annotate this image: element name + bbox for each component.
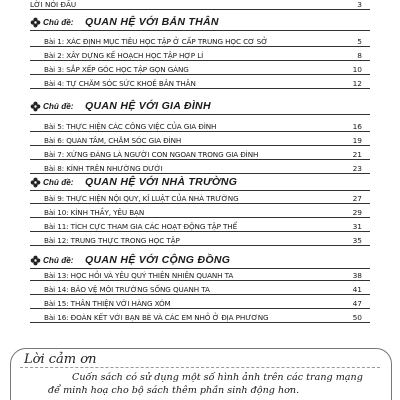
lesson-label: Bài 13: HỌC HỎI VÀ YÊU QUÝ THIÊN NHIÊN QUANH TA (44, 271, 234, 280)
lesson-label: Bài 11: TÍCH CỰC THAM GIA CÁC HOẠT ĐỘNG TẬP THỂ (44, 222, 238, 231)
section-header-ban-than (0, 14, 400, 32)
lesson-page: 47 (352, 299, 362, 308)
lesson-label: Bài 14: BẢO VỆ MÔI TRƯỜNG SỐNG QUANH TA (44, 285, 210, 294)
section-prefix: Chủ đề: (43, 256, 74, 265)
lesson-label: Bài 1: XÁC ĐỊNH MỤC TIÊU HỌC TẬP Ở CẤP TRUNG HỌC CƠ SỞ (44, 37, 268, 46)
section-header-cong-dong (0, 252, 400, 270)
toc-row[interactable] (0, 220, 400, 233)
toc-row[interactable] (0, 35, 400, 48)
toc-row-rule (30, 245, 370, 246)
lesson-page: 27 (352, 194, 362, 203)
toc-row[interactable] (0, 63, 400, 76)
toc-intro-label: LỜI NÓI ĐẦU (30, 0, 77, 9)
lesson-label: Bài 5: THỰC HIỆN CÁC CÔNG VIỆC CỦA GIA ĐÌNH (44, 122, 217, 131)
toc-row-rule (30, 231, 370, 232)
lesson-page: 41 (352, 285, 362, 294)
acknowledgement-title: Lời cảm ơn (24, 352, 97, 367)
acknowledgement-divider (20, 367, 380, 368)
toc-row[interactable] (0, 283, 400, 296)
toc-row[interactable] (0, 297, 400, 310)
toc-row-rule (30, 88, 370, 89)
toc-row[interactable] (0, 134, 400, 147)
lesson-page: 10 (352, 65, 362, 74)
flower-bullet-icon (30, 101, 41, 112)
section-title: QUAN HỆ VỚI NHÀ TRƯỜNG (85, 176, 238, 188)
toc-row-rule (30, 159, 370, 160)
toc-row-rule (30, 294, 370, 295)
toc-intro-row[interactable] (0, 0, 400, 11)
acknowledgement-text-line-1: Cuốn sách có sử dụng một số hình ảnh trên các trang mạng (72, 372, 363, 383)
toc-row[interactable] (0, 206, 400, 219)
lesson-page: 23 (352, 164, 362, 173)
section-title: QUAN HỆ VỚI BẢN THÂN (85, 16, 219, 28)
toc-row-rule (30, 203, 370, 204)
lesson-page: 21 (352, 150, 362, 159)
toc-row[interactable] (0, 311, 400, 324)
toc-row[interactable] (0, 269, 400, 282)
lesson-label: Bài 12: TRUNG THỰC TRONG HỌC TẬP (44, 236, 180, 245)
toc-row-rule (30, 217, 370, 218)
toc-row-rule (30, 131, 370, 132)
toc-row[interactable] (0, 77, 400, 90)
lesson-label: Bài 15: THÂN THIỆN VỚI HÀNG XÓM (44, 299, 171, 308)
section-prefix: Chủ đề: (43, 18, 74, 27)
acknowledgement-text-line-2: để minh hoạ cho bộ sách thêm phần sinh động hơn. (48, 385, 300, 396)
section-title: QUAN HỆ VỚI CỘNG ĐỒNG (85, 254, 231, 266)
toc-row-rule (30, 145, 370, 146)
toc-row[interactable] (0, 148, 400, 161)
toc-row-rule (30, 9, 370, 10)
lesson-page: 19 (352, 136, 362, 145)
lesson-label: Bài 9: THỰC HIỆN NỘI QUY, KỈ LUẬT CỦA NHÀ TRƯỜNG (44, 194, 239, 203)
lesson-page: 31 (352, 222, 362, 231)
lesson-page: 16 (352, 122, 362, 131)
toc-row[interactable] (0, 234, 400, 247)
section-header-gia-dinh (0, 98, 400, 116)
lesson-label: Bài 2: XÂY DỰNG KẾ HOẠCH HỌC TẬP HỢP LÍ (44, 51, 204, 60)
section-rule (30, 190, 370, 191)
toc-row[interactable] (0, 120, 400, 133)
toc-row-rule (30, 46, 370, 47)
lesson-page: 5 (357, 37, 362, 46)
lesson-page: 29 (352, 208, 362, 217)
lesson-label: Bài 7: XỨNG ĐÁNG LÀ NGƯỜI CON NGOAN TRONG GIA ĐÌNH (44, 150, 259, 159)
section-prefix: Chủ đề: (43, 102, 74, 111)
flower-bullet-icon (30, 255, 41, 266)
lesson-label: Bài 10: KÍNH THẦY, YÊU BẠN (44, 208, 145, 217)
section-header-nha-truong (0, 174, 400, 192)
section-rule (30, 114, 370, 115)
flower-bullet-icon (30, 177, 41, 188)
lesson-page: 8 (357, 51, 362, 60)
lesson-page: 12 (352, 79, 362, 88)
section-title: QUAN HỆ VỚI GIA ĐÌNH (85, 100, 211, 112)
toc-row[interactable] (0, 192, 400, 205)
lesson-label: Bài 8: KÍNH TRÊN NHƯỜNG DƯỚI (44, 164, 163, 173)
toc-row-rule (30, 322, 370, 323)
toc-intro-page: 3 (357, 0, 362, 9)
toc-row-rule (30, 74, 370, 75)
lesson-label: Bài 4: TỰ CHĂM SÓC SỨC KHOẺ BẢN THÂN (44, 79, 196, 88)
toc-row-rule (30, 308, 370, 309)
lesson-page: 38 (352, 271, 362, 280)
toc-row-rule (30, 60, 370, 61)
lesson-label: Bài 3: SẮP XẾP GÓC HỌC TẬP GỌN GÀNG (44, 65, 189, 74)
section-prefix: Chủ đề: (43, 178, 74, 187)
toc-row[interactable] (0, 49, 400, 62)
section-rule (30, 30, 370, 31)
toc-row-rule (30, 280, 370, 281)
lesson-page: 35 (352, 236, 362, 245)
flower-bullet-icon (30, 17, 41, 28)
lesson-page: 50 (352, 313, 362, 322)
lesson-label: Bài 16: ĐOÀN KẾT VỚI BẠN BÈ VÀ CÁC EM NHỎ Ở ĐỊA PHƯƠNG (44, 313, 269, 322)
lesson-label: Bài 6: QUAN TÂM, CHĂM SÓC GIA ĐÌNH (44, 136, 182, 145)
